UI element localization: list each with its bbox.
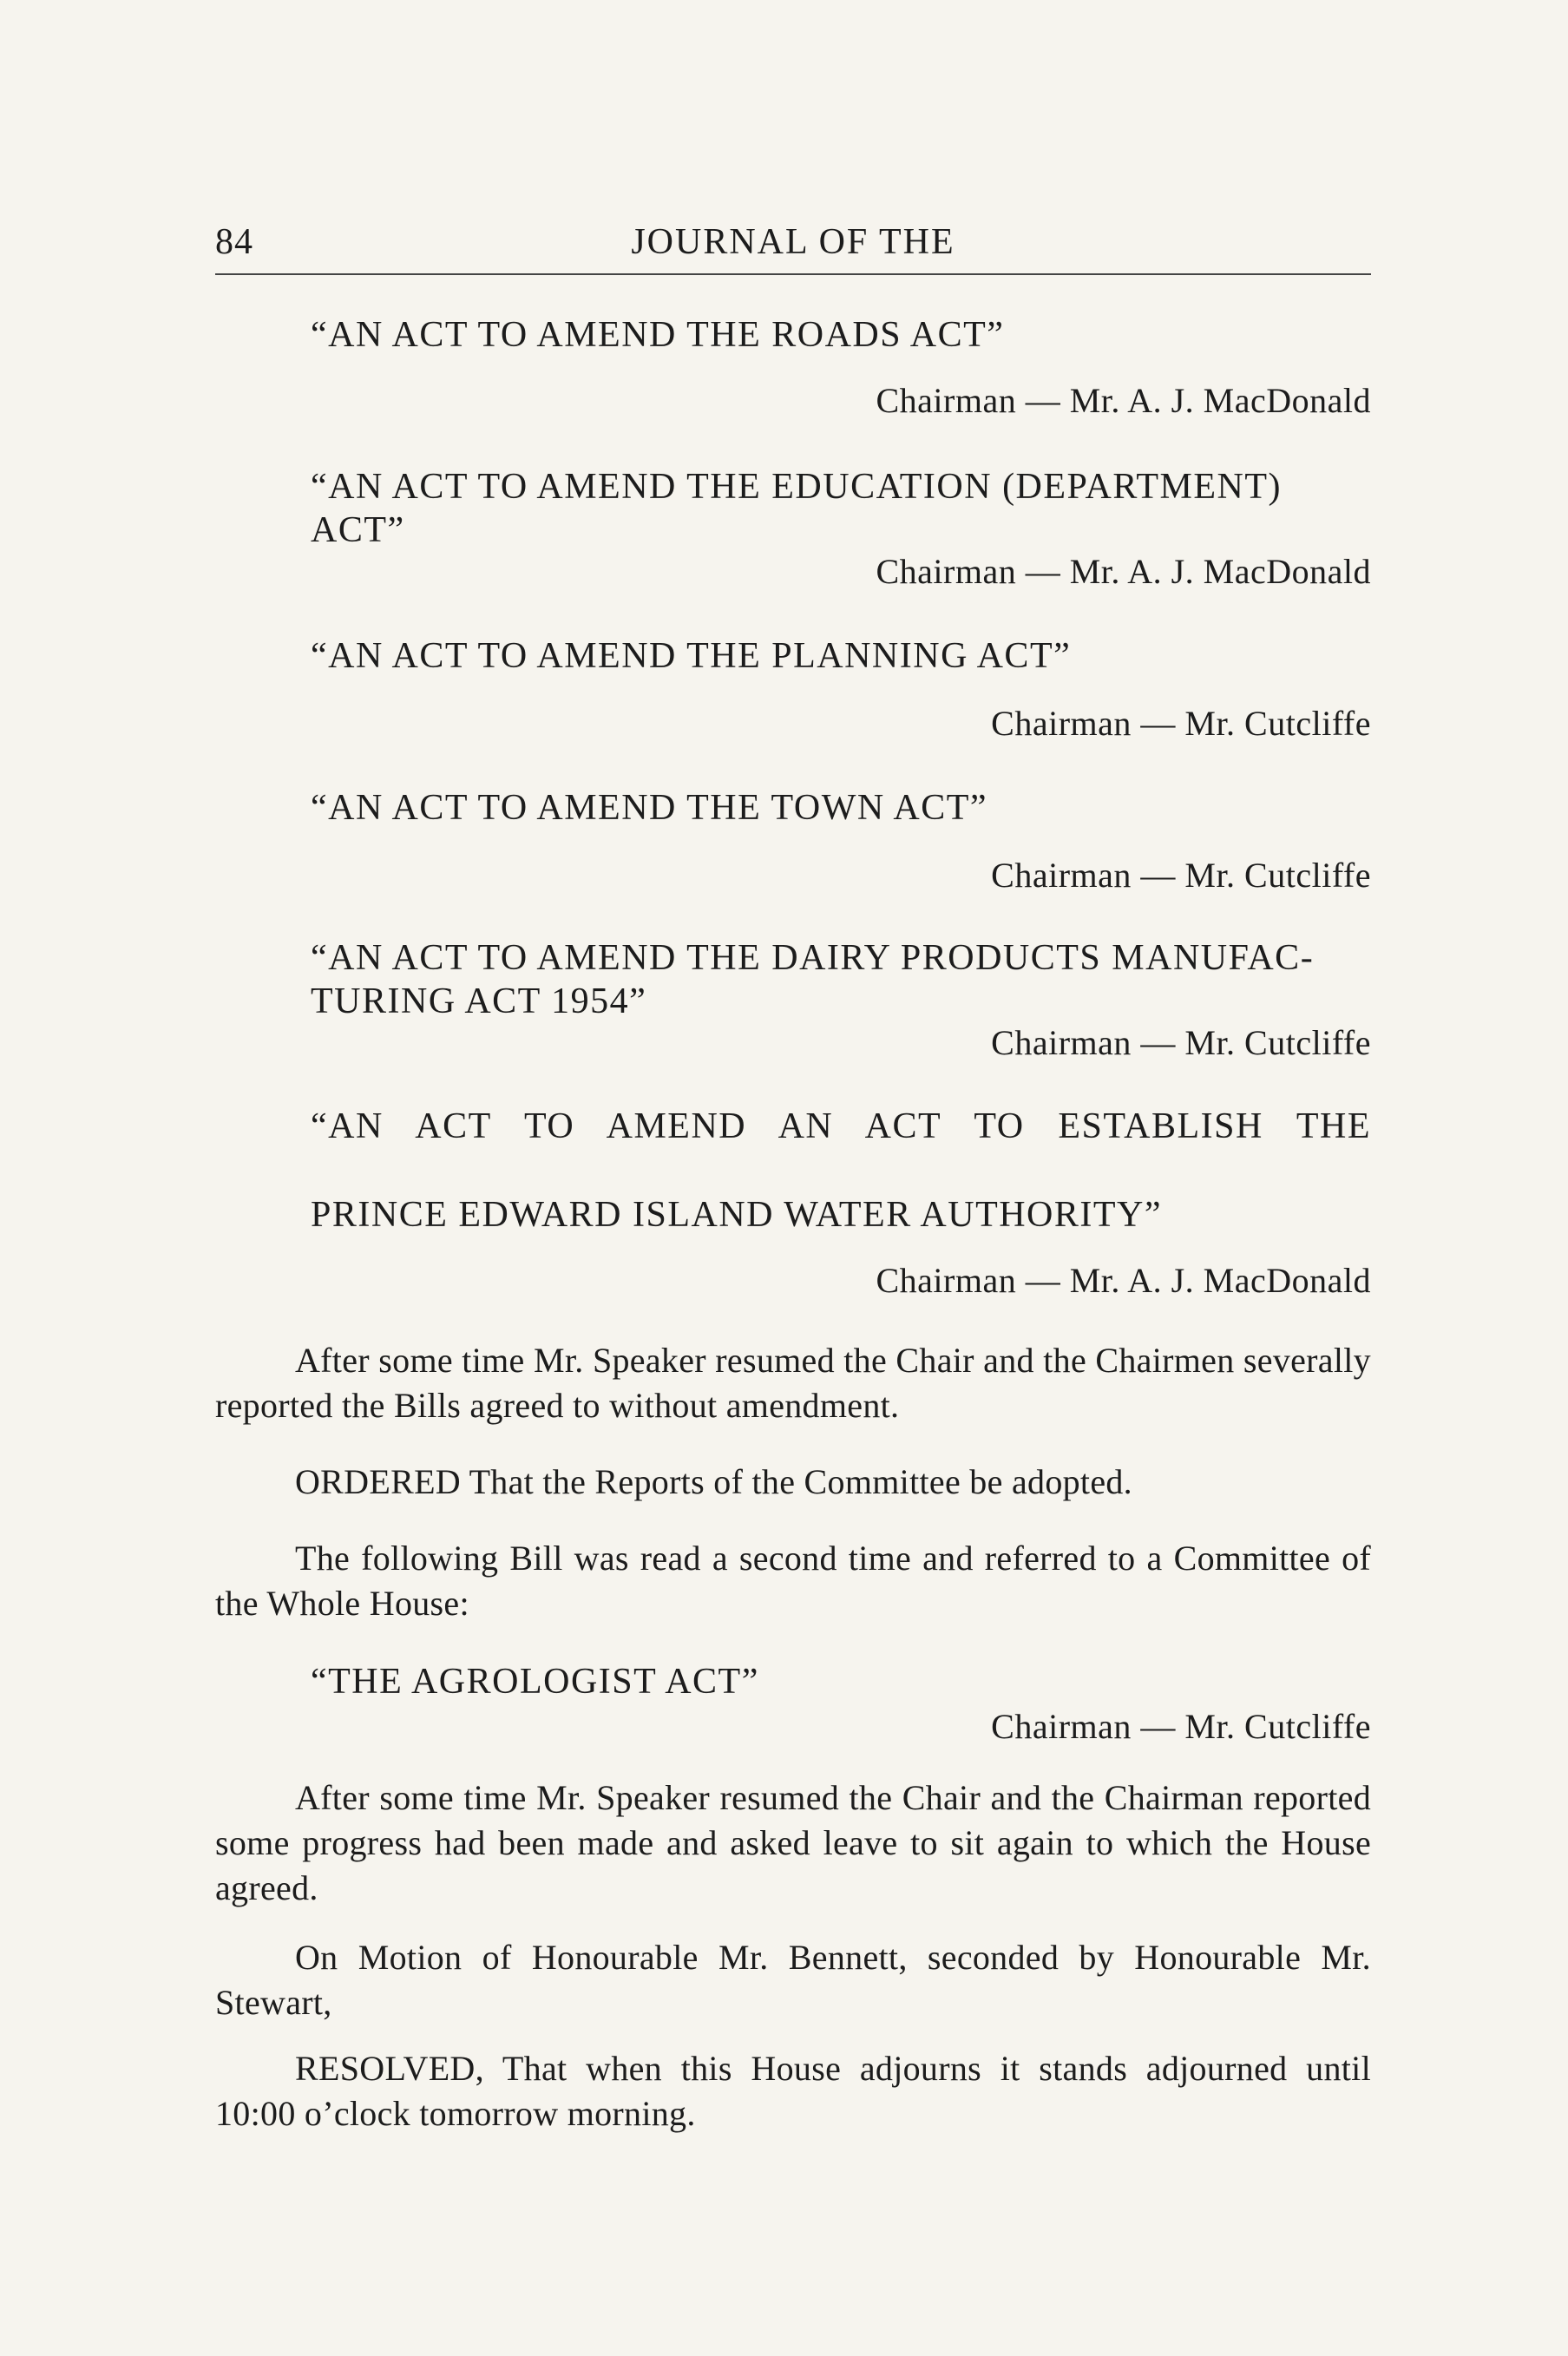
header-rule [215, 273, 1371, 275]
bill-title: “AN ACT TO AMEND THE PLANNING ACT” [311, 636, 1072, 676]
bill-title-line1: “AN ACT TO AMEND THE DAIRY PRODUCTS MANUFAC- [311, 938, 1315, 978]
bill-title-line1: “AN ACT TO AMEND AN ACT TO ESTABLISH THE [311, 1106, 1371, 1146]
bill-title-line2: PRINCE EDWARD ISLAND WATER AUTHORITY” [311, 1195, 1163, 1235]
bill-title: “AN ACT TO AMEND THE TOWN ACT” [311, 788, 988, 828]
bill-chairman: Chairman — Mr. A. J. MacDonald [876, 552, 1371, 591]
bill-title: “AN ACT TO AMEND THE ROADS ACT” [311, 315, 1005, 355]
bill-title-line1: “AN ACT TO AMEND THE EDUCATION (DEPARTMENT) [311, 467, 1282, 507]
bill-chairman: Chairman — Mr. Cutcliffe [991, 704, 1371, 743]
paragraph-speaker-resumed: After some time Mr. Speaker resumed the Chair and the Chairmen severally reported the Bills agreed to without amendment. [215, 1341, 1371, 1425]
bill-chairman: Chairman — Mr. Cutcliffe [991, 856, 1371, 895]
page-header [215, 221, 1371, 265]
bill-title-line2: ACT” [311, 510, 405, 550]
bill-chairman: Chairman — Mr. Cutcliffe [991, 1023, 1371, 1062]
page-number: 84 [215, 222, 253, 262]
paragraph-motion: On Motion of Honourable Mr. Bennett, seconded by Honourable Mr. Stewart, [215, 1938, 1371, 2022]
bill-title-line2: TURING ACT 1954” [311, 981, 647, 1021]
paragraph-ordered: ORDERED That the Reports of the Committee be adopted. [295, 1462, 1132, 1501]
bill-chairman: Chairman — Mr. Cutcliffe [991, 1707, 1371, 1746]
bill-chairman: Chairman — Mr. A. J. MacDonald [876, 381, 1371, 420]
running-head: JOURNAL OF THE [631, 222, 955, 262]
bill-title: “THE AGROLOGIST ACT” [311, 1662, 759, 1702]
paragraph-resolved: RESOLVED, That when this House adjourns it stands adjourned until 10:00 o’clock tomorrow morning. [215, 2049, 1371, 2133]
paragraph-progress-reported: After some time Mr. Speaker resumed the Chair and the Chairman reported some progress had been made and asked leave to sit again to which the House agreed. [215, 1778, 1371, 1907]
bill-chairman: Chairman — Mr. A. J. MacDonald [876, 1261, 1371, 1300]
paragraph-second-reading: The following Bill was read a second time and referred to a Committee of the Whole House: [215, 1539, 1371, 1623]
